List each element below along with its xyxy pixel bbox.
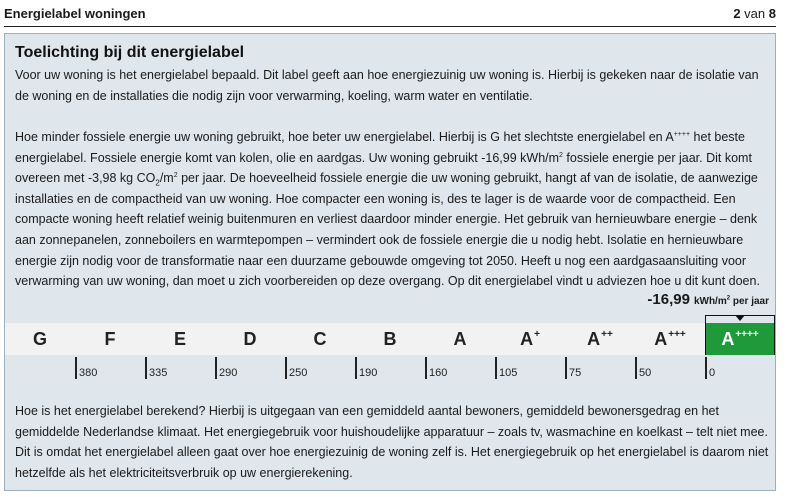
energy-unit: kWh/$m^2$ per jaar (693, 295, 769, 307)
current-energy-value (647, 291, 769, 309)
threshold-tick (145, 357, 147, 379)
label-class-6: A (453, 329, 467, 349)
label-class-0: G (32, 329, 47, 349)
threshold-label: 105 (499, 367, 518, 379)
page-indicator (733, 6, 776, 21)
threshold-label: 50 (639, 367, 652, 379)
label-class-2: E (173, 329, 186, 349)
label-class-1: F (104, 329, 116, 349)
threshold-label: 0 (709, 367, 716, 379)
active-class-pointer-icon (735, 315, 745, 321)
document-title: Energielabel woningen (4, 6, 146, 21)
threshold-tick (355, 357, 357, 379)
page-current: 2 (733, 6, 741, 21)
threshold-tick (705, 357, 707, 379)
threshold-label: 160 (429, 367, 448, 379)
label-class-4: C (313, 329, 327, 349)
threshold-tick (425, 357, 427, 379)
threshold-label: 335 (149, 367, 168, 379)
fossil-energy-paragraph: Hoe minder fossiele energie uw woning gebruikt, hoe beter uw energielabel. Hierbij is G het slechtste energielabel en A++++ het beste energielabel. Fossiele energie komt van kolen, olie en aardgas. Uw woning gebruikt -16,99 kWh/$m^2$ fossiele energie per jaar. Dit komt overeen met -3,98 kg $CO_2/m^2$ per jaar. De hoeveelheid fossiele energie die uw woning gebruikt, hangt af van de isolatie, de aanwezige installaties en de compactheid van uw woning. Hoe compacter een woning is, des te lager is de waarde voor de compactheid. Een compacte woning heeft relatief weinig buitenmuren en verliest daardoor minder energie. Het gebruik van hernieuwbare energie – denk aan zonnepanelen, zonneboilers en warmtepompen – vermindert ook de fossiele energie die u nodig hebt. Isolatie en hernieuwbare energie zijn nodig voor de transformatie naar een duurzame gebouwde omgeving tot 2050. Heeft u nog een aardgasaansluiting voor verwarming van uw woning, dan moet u zich voorbereiden op deze overgang. Op dit energielabel vindt u adviezen hoe u dit kunt doen. (15, 130, 760, 289)
calculation-paragraph: Hoe is het energielabel berekend? Hierbij is uitgegaan van een gemiddeld aantal bewoners, gemiddeld bewonersgedrag en het gemiddelde Nederlandse klimaat. Het energiegebruik voor huishoudelijke apparatuur – zoals tv, wasmachine en koelkast – telt niet mee. Dit is omdat het energielabel alleen gaat over hoe energiezuinig de woning zelf is. Het energiegebruik op het energielabel is daarom niet hetzelfde als het elektriciteitsverbruik op uw energierekening. (15, 404, 769, 480)
label-class-10: A++++ (705, 323, 775, 355)
page-separator: van (744, 6, 766, 21)
threshold-tick (565, 357, 567, 379)
explanation-panel (4, 33, 776, 491)
energy-label-scale (5, 323, 775, 355)
header-rule (4, 26, 776, 27)
label-class-3: D (243, 329, 257, 349)
threshold-label: 190 (359, 367, 378, 379)
section-heading: Toelichting bij dit energielabel (15, 44, 245, 61)
page-header (4, 0, 776, 28)
page-total: 8 (768, 6, 776, 21)
label-class-5: B (383, 329, 397, 349)
threshold-tick (75, 357, 77, 379)
intro-paragraph: Voor uw woning is het energielabel bepaald. Dit label geeft aan hoe energiezuinig uw woning is. Hierbij is gekeken naar de isolatie van de woning en de installaties die nodig zijn voor verwarming, koeling, warm water en ventilatie. (15, 68, 759, 103)
threshold-tick (495, 357, 497, 379)
threshold-tick (635, 357, 637, 379)
label-class-9: A+++ (654, 329, 686, 349)
threshold-tick (215, 357, 217, 379)
active-class-frame (705, 315, 775, 355)
label-class-8: A++ (587, 329, 613, 349)
energy-value: -16,99 (647, 291, 690, 308)
threshold-label: 290 (219, 367, 238, 379)
label-class-7: A+ (520, 329, 540, 349)
threshold-label: 380 (79, 367, 98, 379)
threshold-tick (285, 357, 287, 379)
threshold-label: 250 (289, 367, 308, 379)
threshold-label: 75 (569, 367, 582, 379)
